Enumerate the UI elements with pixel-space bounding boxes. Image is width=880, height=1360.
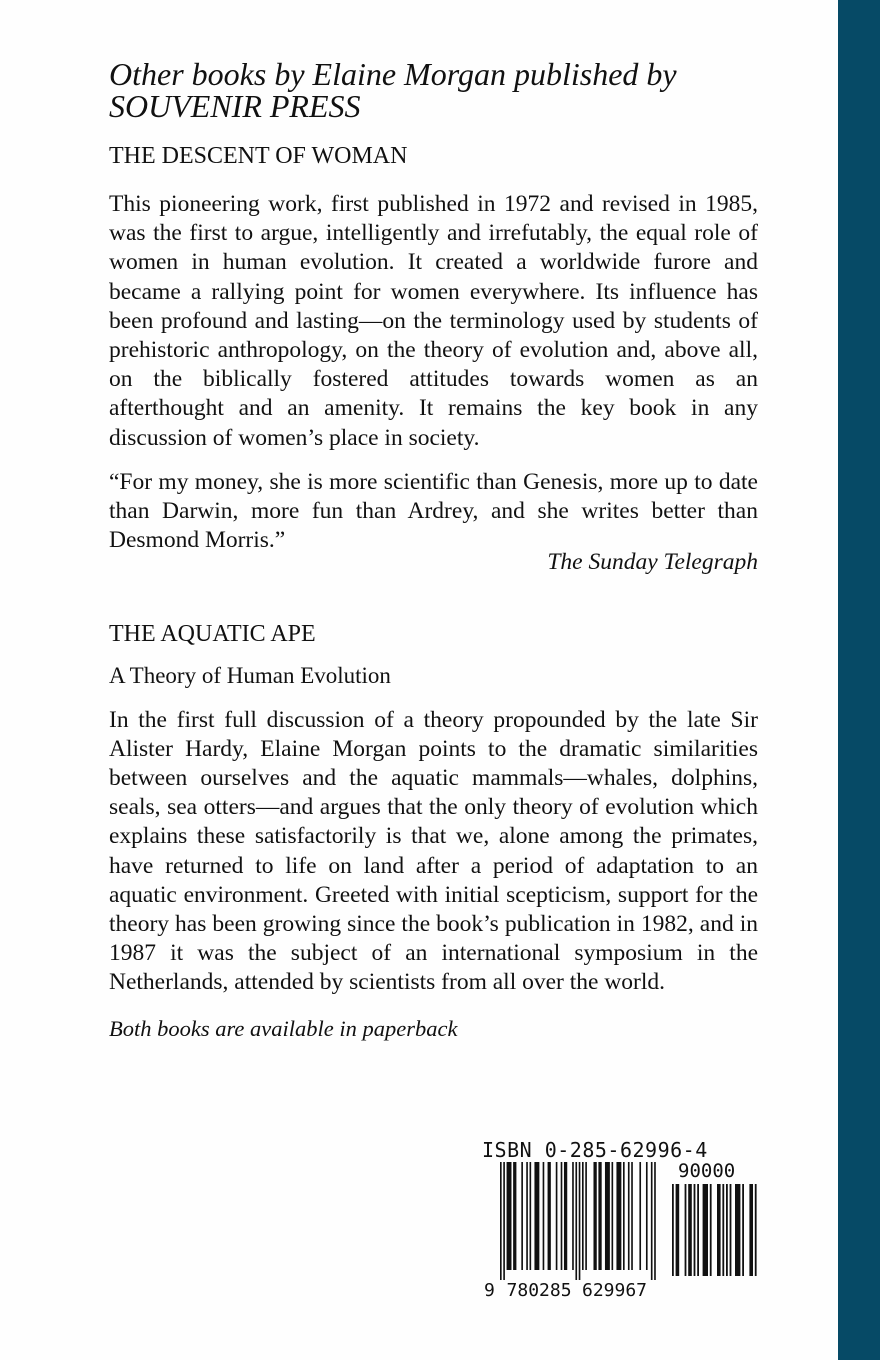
barcode-bar <box>548 1162 551 1270</box>
addon-bar <box>742 1184 744 1276</box>
barcode-bar <box>521 1162 523 1270</box>
addon-bar <box>697 1184 699 1276</box>
addon-bar <box>730 1184 732 1276</box>
barcode-bar <box>582 1162 584 1270</box>
ean-left-digits: 780285 <box>506 1280 572 1298</box>
book-2-title: THE AQUATIC APE <box>109 620 316 647</box>
addon-bar <box>694 1184 696 1276</box>
barcode-bar <box>616 1162 621 1270</box>
barcode-bar <box>534 1162 539 1270</box>
spine-color-band <box>838 0 880 1360</box>
barcode-guard-bar <box>503 1162 505 1280</box>
addon-bar <box>755 1184 757 1276</box>
ean-lead-digit: 9 <box>484 1280 495 1298</box>
barcode-bars <box>482 1162 758 1298</box>
addon-bar <box>726 1184 728 1276</box>
book-1-review <box>109 468 758 578</box>
isbn-barcode <box>482 1138 758 1298</box>
barcode-bar <box>585 1162 587 1270</box>
intro-line-2: SOUVENIR PRESS <box>109 88 361 124</box>
addon-bar <box>685 1184 687 1276</box>
book-2-description: In the first full discussion of a theory propounded by the late Sir Alister Hardy, Elaine Morgan points to the dramatic similarities between ourselves and the aquatic mammals—whales, dolphins, seals, sea otters—and argues that the only theory of evolution which explains these satisfactorily is that we, alone among the primates, have returned to life on land after a period of adaptation to an aquatic environment. Greeted with initial scepticism, support for the theory has been growing since the book’s publication in 1982, and in 1987 it was the subject of an international symposium in the Netherlands, attended by scientists from all over the world. <box>109 706 758 996</box>
book-1-description: This pioneering work, first published in 1972 and revised in 1985, was the first to argue, intelligently and irrefutably, the equal role of women in human evolution. It created a worldwide furore and became a rallying point for women everywhere. Its influence has been profound and lasting—on the terminology used by students of prehistoric anthropology, on the theory of evolution and, above all, on the biblically fostered attitudes towards women as an afterthought and an amenity. It remains the key book in any discussion of women’s place in society. <box>109 191 758 451</box>
barcode-bar <box>623 1162 625 1270</box>
addon-bar <box>749 1184 753 1276</box>
barcode-bar <box>639 1162 641 1270</box>
barcode-bar <box>507 1162 512 1270</box>
price-code: 90000 <box>678 1160 736 1182</box>
barcode-bar <box>593 1162 596 1270</box>
addon-bar <box>688 1184 692 1276</box>
ean-right-digits: 629967 <box>582 1280 648 1298</box>
addon-bar <box>672 1184 674 1276</box>
barcode-bar <box>556 1162 558 1270</box>
barcode-bar <box>598 1162 601 1270</box>
barcode-bar <box>530 1162 532 1270</box>
barcode-bar <box>646 1162 648 1270</box>
barcode-bar <box>631 1162 633 1270</box>
barcode-guard-bar <box>579 1162 581 1280</box>
barcode-bar <box>612 1162 614 1270</box>
barcode-guard-bar <box>651 1162 653 1280</box>
addon-bar <box>722 1184 724 1276</box>
barcode-bar <box>513 1162 516 1270</box>
addon-bar <box>676 1184 680 1276</box>
cover-text <box>109 58 758 1043</box>
intro-heading <box>109 58 758 122</box>
book-2-subtitle: A Theory of Human Evolution <box>109 662 391 688</box>
book-1-quote-source: The Sunday Telegraph <box>547 549 758 576</box>
addon-bar <box>710 1184 712 1276</box>
barcode-bar <box>561 1162 563 1270</box>
intro-line-1: Other books by Elaine Morgan published by <box>109 56 677 92</box>
barcode-bar <box>605 1162 610 1270</box>
barcode-guard-bar <box>575 1162 577 1280</box>
addon-bar <box>735 1184 740 1276</box>
barcode-guard-bar <box>654 1162 656 1280</box>
addon-bar <box>703 1184 708 1276</box>
addon-bar <box>717 1184 721 1276</box>
barcode-bar <box>526 1162 528 1270</box>
barcode-guard-bar <box>500 1162 502 1280</box>
isbn-number: ISBN 0-285-62996-4 <box>482 1138 708 1162</box>
book-1-quote: “For my money, she is more scientific than Genesis, more up to date than Darwin, more fun than Ardrey, and she writes better than Desmond Morris.” <box>109 468 758 554</box>
barcode-bar <box>628 1162 630 1270</box>
availability-note: Both books are available in paperback <box>109 1015 458 1041</box>
book-1-title: THE DESCENT OF WOMAN <box>109 143 408 169</box>
barcode-bar <box>543 1162 545 1270</box>
barcode-bar <box>564 1162 567 1270</box>
barcode-bar <box>572 1162 574 1270</box>
